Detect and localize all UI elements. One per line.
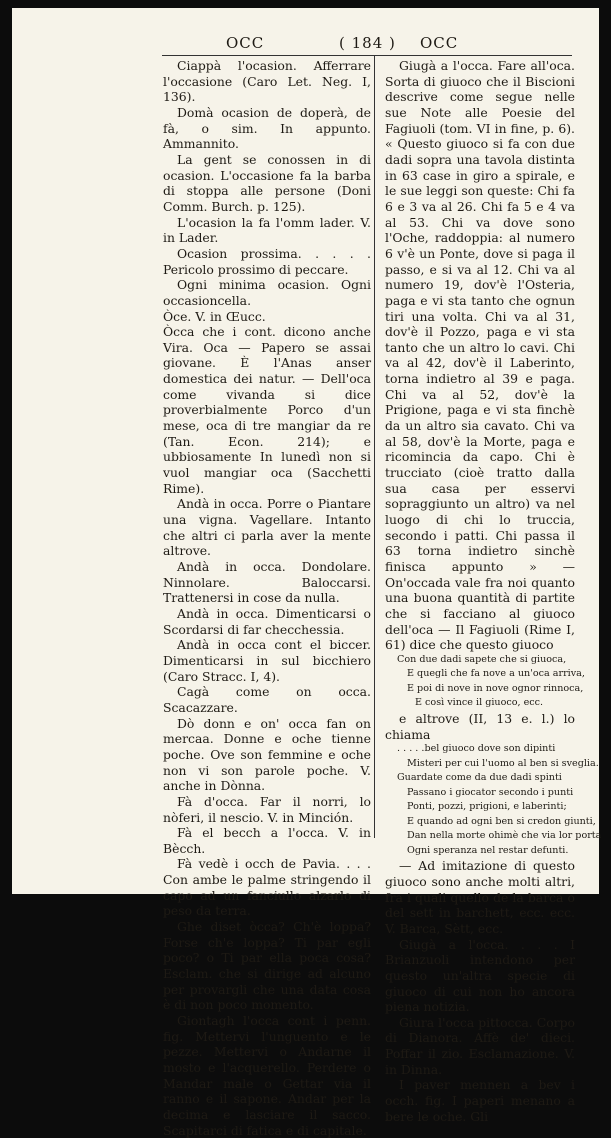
- running-head-right: OCC: [420, 34, 459, 52]
- page-number: ( 184 ): [339, 34, 396, 52]
- verse-line: Guardate come da due dadi spinti: [397, 772, 562, 784]
- verse-line: Passano i giocator secondo i punti: [407, 786, 574, 798]
- entry-paragraph: Domà ocasion de doperà, de fà, o sim. In appunto. Ammannito.: [163, 104, 371, 152]
- entry-paragraph: Giugà a l'occa. Fare all'oca. Sorta di giuoco che il Biscioni descrive come segue nelle sue Note alle Poesie del Fagiuoli (tom. VI in fine, p. 6). « Questo giuoco si fa con due dadi sopra una tavola distinta in 63 case in giro a spirale, e le sue leggi son queste: Chi fa 6 e 3 va al 26. Chi fa 5 e 4 va al 53. Chi va dove sono l'Oche, raddoppia: al numero 6 v'è un Ponte, dove si paga il passo, e si va al 12. Chi va al numero 19, dov'è l'Osteria, paga e vi sta tanto che ognun tiri una volta. Chi va al 31, dov'è il Pozzo, paga e vi sta tanto che un altro lo cavi. Chi va al 42, dov'è il Laberinto, torna indietro al 39 e paga. Chi va al 52, dov'è la Prigione, paga e vi sta finchè da un altro sia cavato. Chi va al 58, dov'è la Morte, paga e ricomincia da capo. Chi è trucciato (cioè tratto dalla sua casa per esservi sopraggiunto un altro) va nel luogo di chi lo truccia, secondo i patti. Chi passa il 63 torna indietro sinchè finisca appunto » — On'occada vale fra noi quanto una buona quantità di partite che si facciano al giuoco dell'oca — Il Fagiuoli (Rime I, 61) dice che questo giuoco: [385, 58, 575, 653]
- entry-paragraph: Andà in occa. Dondolare. Ninnolare. Baloccarsi. Trattenersi in cose da nulla.: [163, 559, 371, 606]
- verse-line: Con due dadi sapete che si giuoca,: [397, 653, 567, 665]
- headword-entry: Òcca che i cont. dicono anche Vira. Oca — Papero se assai giovane. È l'Anas anser domestica dei natur. — Dell'oca come vivanda si dice proverbialmente Porco d'un mese, oca di tre mangiar da re (Tan. Econ. 214); e ubbiosamente In lunedì non si vuol mangiar oca (Sacchetti Rime).: [163, 324, 371, 496]
- entry-paragraph: Giugà a l'occa. . . . I Brianzuoli intendono per questo un'altra specie di giuoco di cui non ho ancora piena notizia.: [385, 936, 575, 1015]
- entry-paragraph: Dò donn e on' occa fan on mercaa. Donne e oche tienne poche. Ove son femmine e oche non vi son parole poche. V. anche in Dònna.: [163, 715, 371, 794]
- book-page: [12, 8, 602, 1138]
- headword-entry: Òce. V. in Œucc.: [163, 308, 266, 324]
- entry-paragraph: L'ocasion la fa l'omm lader. V. in Lader.: [163, 214, 371, 246]
- entry-paragraph: Ghe diset òcca? Ch'è loppa? Forse ch'e loppa? Ti par egli poco? o Ti par ella poca cosa? Esclam. che si dirige ad alcuno per provargli che una data cosa è di non poco momento.: [163, 919, 371, 1013]
- right-column: [385, 58, 602, 1124]
- verse-line: E così vince il giuoco, ecc.: [415, 697, 544, 709]
- entry-paragraph: Andà in occa. Porre o Piantare una vigna. Vagellare. Intanto che altri ci parla aver la mente altrove.: [163, 496, 371, 559]
- entry-paragraph: Cagà come on occa. Scacazzare.: [163, 684, 371, 715]
- verse-line: Misteri per cui l'uomo al ben si sveglia.: [407, 757, 599, 769]
- entry-paragraph: Fà d'occa. Far il norri, lo nòferi, il nescio. V. in Minción.: [163, 793, 371, 825]
- verse-line: Dan nella morte ohimè che via lor porta: [407, 830, 602, 842]
- entry-paragraph: Giura l'occa pittocca. Corpo di Dianora. Affè de' dieci. Poffar il zio. Esclamazione. V. in Dinna.: [385, 1014, 575, 1077]
- entry-paragraph: Ocasion prossima. . . . . Pericolo prossimo di peccare.: [163, 245, 371, 277]
- entry-paragraph: Ciappà l'ocasion. Afferrare l'occasione (Caro Let. Neg. I, 136).: [163, 58, 371, 105]
- entry-paragraph: Andà in occa. Dimenticarsi o Scordarsi di far checchessia.: [163, 605, 371, 637]
- entry-paragraph: La gent se conossen in di ocasion. L'occasione fa la barba di stoppa alle persone (Doni Comm. Burch. p. 125).: [163, 151, 371, 214]
- column-divider: [374, 55, 375, 838]
- entry-paragraph: e altrove (II, 13 e. l.) lo chiama: [385, 710, 575, 742]
- entry-paragraph: I paver mennen a bev i occh. fig. I paperi menano a bere le oche. Gli: [385, 1077, 575, 1124]
- verse-line: . . . . .bel giuoco dove son dipinti: [397, 743, 556, 755]
- verse-line: E poi di nove in nove ognor rinnoca,: [407, 682, 584, 694]
- entry-paragraph: Ogni minima ocasion. Ogni occasioncella.: [163, 277, 371, 308]
- verse-line: E quegli che fa nove a un'oca arriva,: [407, 668, 585, 680]
- entry-paragraph: — Ad imitazione di questo giuoco sono anche molti altri, fra i quali quello de la barca o del sett in barchett, ecc. ecc. V. Barca, Sètt, ecc.: [385, 858, 575, 936]
- running-head-left: OCC: [226, 34, 265, 52]
- entry-paragraph: Fà vedè i occh de Pavia. . . . Con ambe le palme stringendo il capo ad un fanciullo alzarlo di peso da terra.: [163, 856, 371, 919]
- verse-line: Ponti, pozzi, prigioni, e laberinti;: [407, 801, 567, 813]
- entry-paragraph: Andà in occa cont el biccer. Dimenticarsi in sul bicchiero (Caro Stracc. I, 4).: [163, 637, 371, 684]
- verse-line: Ogni speranza nel restar defunti.: [407, 844, 569, 856]
- entry-paragraph: Fà el becch a l'occa. V. in Bècch.: [163, 825, 371, 856]
- verse-line: E quando ad ogni ben si credon giunti,: [407, 815, 596, 827]
- entry-paragraph: Giontagh l'occa cont i penn. fig. Mettervi l'unguento e le pezze. Mettervi o Andarne il mosto e l'acquerello. Perdere o Mandar male o Gettar via il ranno e il sapone. Andar per la decima e lasciare il sacco. Scapitarci di fatica e di capitale.: [163, 1013, 371, 1138]
- left-column: [163, 58, 371, 1138]
- header-rule: [162, 55, 572, 56]
